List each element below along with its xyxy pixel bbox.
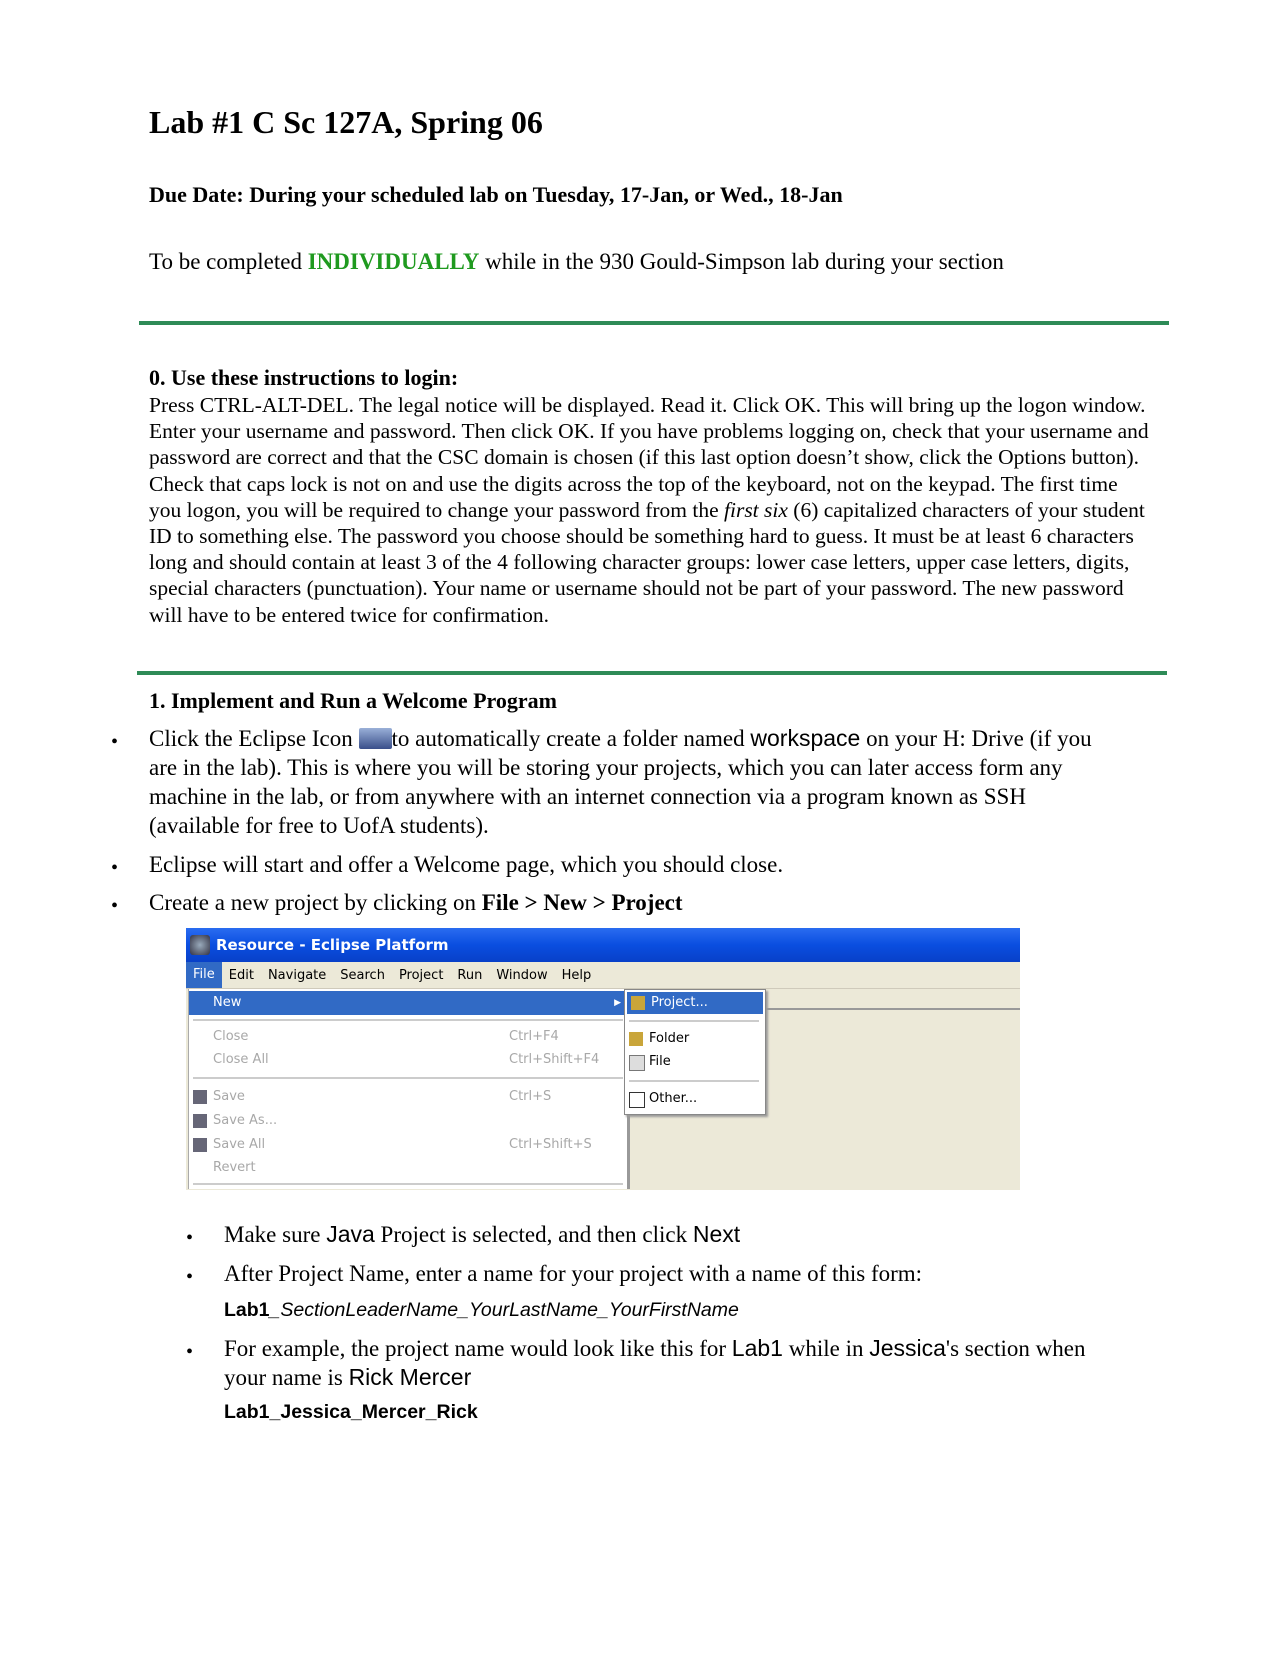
sub-bullet-java-project [224, 1220, 740, 1249]
menu-item-save-all[interactable] [189, 1133, 627, 1157]
text: Jessica [869, 1335, 946, 1361]
text: Press CTRL-ALT-DEL. The legal notice will be displayed. Read it. Click OK. This will bring up the logon window. Enter your username and password. Then click OK. If you have problems logging on, check that your username and password are correct and that the CSC domain is chosen (if this last option doesn’t show, click the Options button). Check that caps lock is not on and use the digits across the top of the keyboard, not on the keypad. The first time you logon, you will be required to change your password from the [149, 393, 1149, 522]
bullet: • [111, 731, 119, 753]
text: File [481, 890, 519, 915]
workspace-term: workspace [750, 725, 861, 751]
shortcut: Ctrl+F4 [509, 1029, 559, 1044]
submenu-item-other[interactable] [625, 1088, 761, 1110]
save-all-icon [193, 1138, 207, 1152]
label: Close [213, 1029, 249, 1044]
new-project-icon [631, 996, 645, 1010]
text: Rick Mercer [348, 1364, 472, 1390]
bullet-welcome: Eclipse will start and offer a Welcome page, which you should close. [149, 852, 784, 877]
menu-item-save-as[interactable] [189, 1109, 627, 1133]
submenu-item-folder[interactable] [625, 1028, 761, 1050]
menu-item-close[interactable] [189, 1025, 627, 1049]
divider [137, 671, 1167, 675]
intro-post: while in the 930 Gould-Simpson lab during your section [479, 249, 1004, 274]
shortcut: Ctrl+Shift+F4 [509, 1052, 600, 1067]
label: Close All [213, 1052, 269, 1067]
text: Make sure [224, 1222, 327, 1247]
login-instructions [149, 392, 1149, 628]
text: Create a new project by clicking on [149, 890, 482, 915]
intro-text [149, 249, 1004, 275]
due-date: Due Date: During your scheduled lab on Tuesday, 17-Jan, or Wed., 18-Jan [149, 182, 843, 207]
label: New [213, 995, 242, 1010]
separator [193, 1183, 623, 1185]
new-file-icon [629, 1055, 645, 1071]
menu-edit[interactable]: Edit [228, 967, 254, 983]
label: Save As... [213, 1113, 278, 1128]
new-other-icon [629, 1092, 645, 1108]
page-title: Lab #1 C Sc 127A, Spring 06 [149, 104, 543, 140]
file-menu [188, 989, 630, 1189]
bullet-new-project [149, 888, 683, 917]
shortcut: Ctrl+Shift+S [509, 1137, 592, 1152]
label: Other... [649, 1091, 698, 1106]
divider [764, 1008, 1020, 1010]
text-emphasis: first six [724, 497, 788, 522]
text: Lab1 [731, 1335, 783, 1361]
menu-file[interactable]: File [186, 962, 222, 988]
text: Next [692, 1221, 741, 1247]
eclipse-icon [359, 728, 392, 749]
individually-emphasis: INDIVIDUALLY [307, 249, 480, 274]
menu-item-new[interactable] [189, 991, 627, 1015]
menu-help[interactable]: Help [561, 967, 592, 983]
bullet: • [111, 895, 119, 917]
bullet: • [186, 1266, 194, 1288]
menu-search[interactable]: Search [340, 967, 385, 983]
menu-project[interactable]: Project [398, 967, 444, 983]
label: File [649, 1054, 671, 1069]
title-bar [186, 928, 1020, 962]
text: _SectionLeaderName_YourLastName_YourFirstName [269, 1299, 739, 1321]
new-folder-icon [629, 1032, 643, 1046]
submenu-arrow-icon: ▶ [614, 998, 621, 1008]
text: Project is selected, and then click [374, 1222, 693, 1247]
menu-run[interactable]: Run [457, 967, 483, 983]
save-icon [193, 1090, 207, 1104]
shortcut: Ctrl+S [509, 1089, 552, 1104]
submenu-item-file[interactable] [625, 1051, 761, 1073]
text: on your H: Drive (if you are in the lab). This is where you will be storing your projects, which you can later access form any machine in the lab, or from anywhere with an internet connection via a program known as SSH (available for free to UofA students). [149, 726, 1092, 838]
text: while in [782, 1336, 870, 1361]
menu-item-close-all[interactable] [189, 1048, 627, 1072]
sub-bullet-project-name: After Project Name, enter a name for your project with a name of this form: [224, 1261, 923, 1286]
bullet: • [186, 1227, 194, 1249]
label: Revert [213, 1160, 256, 1175]
section-0-heading: 0. Use these instructions to login: [149, 365, 459, 390]
menu-item-save[interactable] [189, 1085, 627, 1109]
bullet: • [111, 857, 119, 879]
label: Save All [213, 1137, 266, 1152]
menu-navigate[interactable]: Navigate [267, 967, 327, 983]
text: New [543, 890, 587, 915]
separator [629, 1020, 759, 1022]
bullet: • [186, 1341, 194, 1363]
separator [193, 1019, 623, 1021]
label: Save [213, 1089, 245, 1104]
text: 's section when your name is [224, 1336, 1086, 1390]
text: (6) capitalized characters of your student ID to something else. The password you choose should be something hard to guess. It must be at least 6 characters long and should contain at least 3 of the 4 following character groups: lower case letters, upper case letters, digits, special characters (punctuation). Your name or username should not be part of your password. The new password will have to be entered twice for confirmation. [149, 497, 1145, 627]
text: > [518, 890, 544, 915]
menu-item-revert[interactable] [189, 1156, 627, 1180]
menu-bar [186, 962, 1020, 989]
eclipse-screenshot [186, 928, 1020, 1190]
example-name: Lab1_Jessica_Mercer_Rick [224, 1401, 478, 1423]
submenu-item-project[interactable] [627, 992, 763, 1014]
separator [629, 1080, 759, 1082]
section-1-heading: 1. Implement and Run a Welcome Program [149, 688, 557, 713]
bullet-eclipse-icon [149, 724, 1121, 840]
text: Java [326, 1221, 375, 1247]
menu-window[interactable]: Window [496, 967, 548, 983]
sub-bullet-example [224, 1334, 1104, 1392]
text: > [586, 890, 612, 915]
window-title: Resource - Eclipse Platform [216, 936, 449, 954]
text: Click the Eclipse Icon [149, 726, 359, 751]
text: Lab1 [224, 1299, 270, 1321]
label: Folder [649, 1031, 690, 1046]
name-format [224, 1299, 739, 1322]
label: Project... [651, 995, 708, 1010]
separator [193, 1077, 623, 1079]
text: Project [611, 890, 683, 915]
text: For example, the project name would look like this for [224, 1336, 732, 1361]
eclipse-logo-icon [190, 935, 210, 955]
save-as-icon [193, 1114, 207, 1128]
text: to automatically create a folder named [391, 726, 751, 751]
divider [139, 321, 1169, 325]
new-submenu [624, 989, 766, 1115]
intro-pre: To be completed [149, 249, 308, 274]
